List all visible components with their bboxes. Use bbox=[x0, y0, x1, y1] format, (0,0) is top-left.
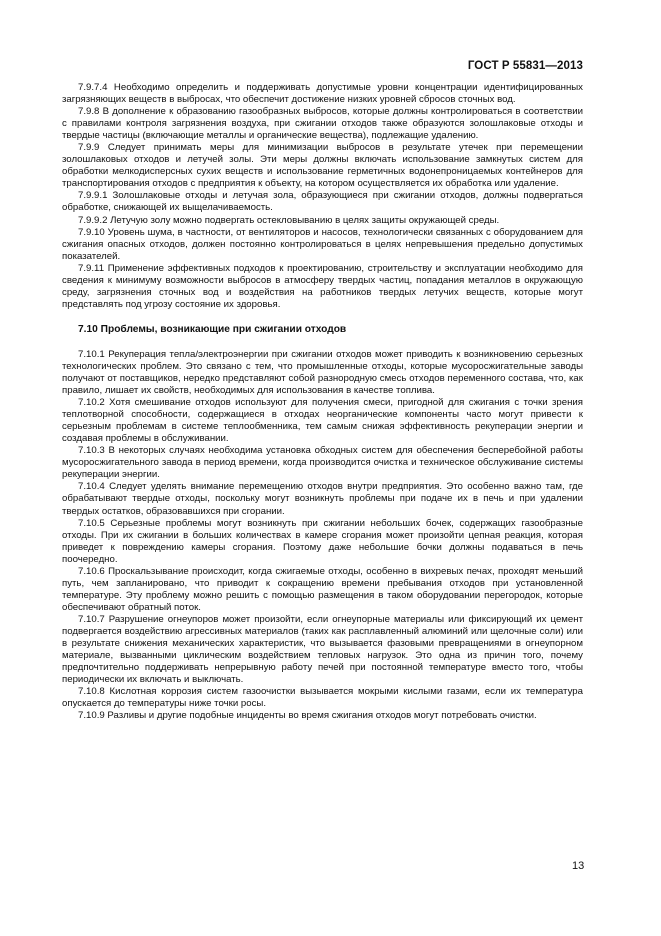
section-heading-7-10: 7.10 Проблемы, возникающие при сжигании отходов bbox=[78, 323, 347, 335]
paragraph-7-9-7-4: 7.9.7.4 Необходимо определить и поддерживать допустимые уровни концентрации идентифицированных загрязняющих веществ в выбросах, что обеспечит достижение низких уровней сбросов сточных вод. bbox=[62, 82, 583, 106]
paragraph-7-10-9: 7.10.9 Разливы и другие подобные инциденты во время сжигания отходов могут потребовать очистки. bbox=[78, 710, 537, 722]
paragraph-7-9-8: 7.9.8 В дополнение к образованию газообразных выбросов, которые должны контролироваться в соответствии с правилами контроля загрязнения воздуха, при сжигании отходов также образуются золошлаковые отходы и твердые частицы (включающие металлы и органические вещества), подлежащие удалению. bbox=[62, 106, 583, 142]
document-body bbox=[62, 82, 583, 722]
standard-header: ГОСТ Р 55831—2013 bbox=[467, 60, 583, 72]
paragraph-7-10-4: 7.10.4 Следует уделять внимание перемещению отходов внутри предприятия. Это особенно важно там, где обрабатывают твердые отходы, поскольку могут возникнуть проблемы при подаче их в печь и при удалении твердых остатков, образовавшихся при сгорании. bbox=[62, 481, 583, 517]
paragraph-7-10-6: 7.10.6 Проскальзывание происходит, когда сжигаемые отходы, особенно в вихревых печах, проходят меньший путь, чем запланировано, что приводит к сокращению времени пребывания отходов при установленной температуре. Эту проблему можно решить с помощью размещения в таком оборудовании перегородок, которые обеспечивают обратный поток. bbox=[62, 565, 583, 613]
paragraph-7-9-9: 7.9.9 Следует принимать меры для минимизации выбросов в результате утечек при перемещении золошлаковых отходов и летучей золы. Эти меры должны включать использование замкнутых систем для обработки мелкодисперсных сухих веществ и использование герметичных водонепроницаемых контейнеров для транспортирования отходов с предприятия к объекту, на котором осуществляется их обработка или удаление. bbox=[62, 142, 583, 190]
paragraph-7-9-9-2: 7.9.9.2 Летучую золу можно подвергать остекловыванию в целях защиты окружающей среды. bbox=[78, 214, 500, 226]
paragraph-7-9-10: 7.9.10 Уровень шума, в частности, от вентиляторов и насосов, технологически связанных с оборудованием для сжигания опасных отходов, должен постоянно контролироваться в целях непревышения предельно допустимых показателей. bbox=[62, 226, 583, 262]
paragraph-7-9-9-1: 7.9.9.1 Золошлаковые отходы и летучая зола, образующиеся при сжигании отходов, должны подвергаться обработке, снижающей их выщелачиваемость. bbox=[62, 190, 583, 214]
paragraph-7-10-3: 7.10.3 В некоторых случаях необходима установка обходных систем для обеспечения бесперебойной работы мусоросжигательного завода в период времени, когда производится очистка и техническое обслуживание системы рекуперации энергии. bbox=[62, 445, 583, 481]
paragraph-7-10-1: 7.10.1 Рекуперация тепла/электроэнергии при сжигании отходов может приводить к возникновению серьезных технологических проблем. Это связано с тем, что промышленные отходы, которые мусоросжигательные заводы получают от поставщиков, нередко представляют собой разнородную смесь отходов переменного состава, что, как правило, лишает их свойств, необходимых для использования в качестве топлива. bbox=[62, 348, 583, 397]
page-number: 13 bbox=[572, 860, 585, 872]
paragraph-7-10-8: 7.10.8 Кислотная коррозия систем газоочистки вызывается мокрыми кислыми газами, если их температура опускается до температуры ниже точки росы. bbox=[62, 686, 583, 710]
paragraph-7-10-7: 7.10.7 Разрушение огнеупоров может произойти, если огнеупорные материалы или фиксирующий их цемент подвергается воздействию агрессивных материалов (таких как расплавленный алюминий или щелочные соли) или в результате снижения механических характеристик, что вызывается фазовыми превращениями в огнеупорном материале, вызванными циклическим воздействием тепловых нагрузок. Это одна из причин того, почему предпочтительно поддерживать непрерывную работу печей при постоянной температуре вместо того, чтобы периодически их включать и выключать. bbox=[62, 613, 583, 686]
paragraph-7-10-5: 7.10.5 Серьезные проблемы могут возникнуть при сжигании небольших бочек, содержащих газообразные отходы. При их сжигании в больших количествах в камере сгорания может произойти цепная реакция, которая приведет к повреждению камеры сгорания. Поэтому даже небольшие бочки должны подаваться в печь поочередно. bbox=[62, 517, 583, 565]
paragraph-7-10-2: 7.10.2 Хотя смешивание отходов используют для получения смеси, пригодной для сжигания с точки зрения теплотворной способности, содержащиеся в отходах неорганические компоненты часто могут привести к серьезным проблемам в системе теплообменника, тем самым снижая эффективность рекуперации энергии и создавая проблемы в обслуживании. bbox=[62, 397, 583, 445]
paragraph-7-9-11: 7.9.11 Применение эффективных подходов к проектированию, строительству и эксплуатации необходимо для сведения к минимуму возможности выбросов в атмосферу твердых частиц, попадания металлов в окружающую среду, загрязнения сточных вод и воздействия на работников твердых летучих веществ, которые могут представлять под угрозу состояние их здоровья. bbox=[62, 262, 583, 310]
